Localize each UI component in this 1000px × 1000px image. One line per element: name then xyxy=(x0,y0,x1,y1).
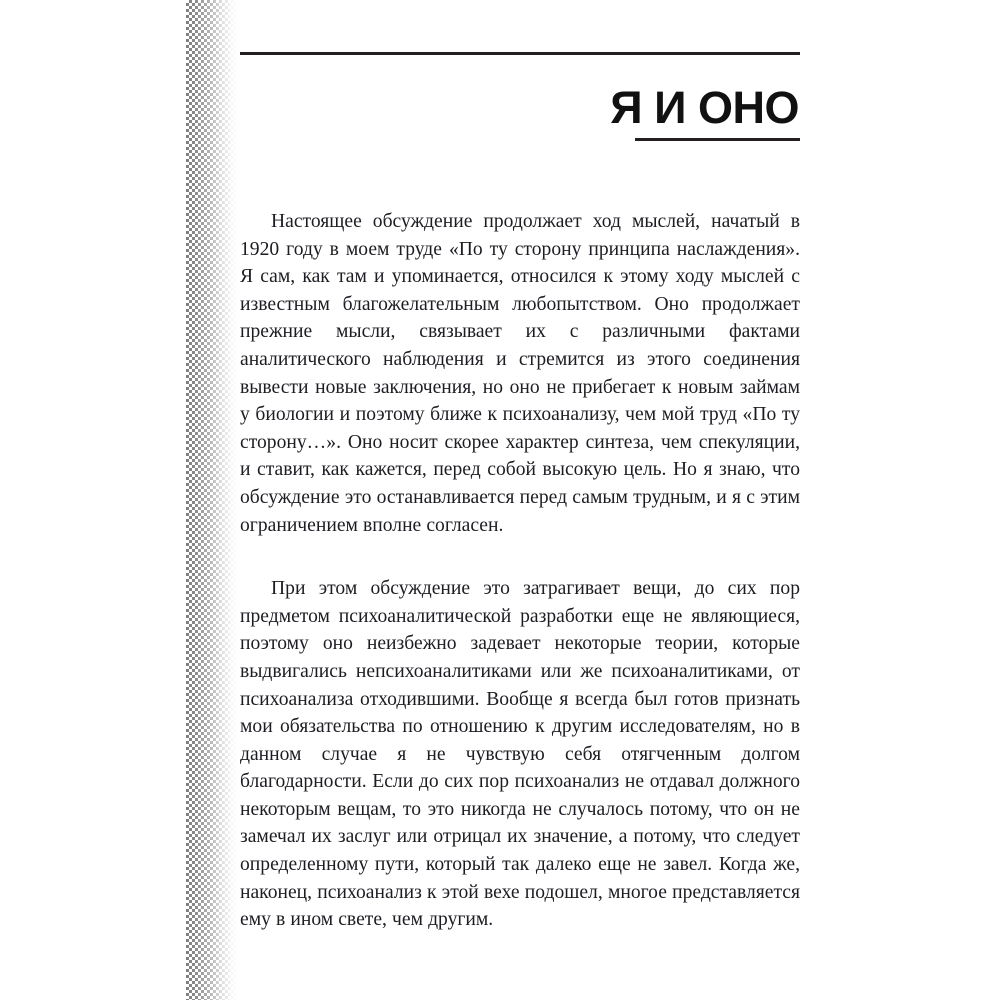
title-block xyxy=(240,52,800,141)
paragraph-1: Настоящее обсуждение продолжает ход мыслей, начатый в 1920 году в моем труде «По ту сторону принципа наслаждения». Я сам, как там и упоминается, относился к этому ходу мыслей с известным благожелательным любопытством. Оно продолжает прежние мысли, связывает их с различными фактами аналитического наблюдения и стремится из этого соединения вывести новые заключения, но оно не прибегает к новым займам у биологии и поэтому ближе к психоанализу, чем мой труд «По ту сторону…». Оно носит скорее характер синтеза, чем спекуляции, и ставит, как кажется, перед собой высокую цель. Но я знаю, что обсуждение это останавливается перед самым трудным, и я с этим ограничением вполне согласен. xyxy=(240,211,800,536)
page-left-margin xyxy=(150,0,188,1000)
page-content-column xyxy=(240,0,800,1000)
page-title: Я И ОНО xyxy=(610,82,799,133)
title-rule-top xyxy=(240,52,800,55)
body-text xyxy=(240,208,800,934)
paragraph-2: При этом обсуждение это затрагивает вещи, до сих пор предметом психоаналитической разработки еще не являющиеся, поэтому оно неизбежно задевает некоторые теории, которые выдвигались непсихоаналитиками или же психоаналитиками, от психоанализа отходившими. Вообще я всегда был готов признать мои обязательства по отношению к другим исследователям, но в данном случае я не чувствую себя отягченным долгом благодарности. Если до сих пор психоанализ не отдавал должного некоторым вещам, то это никогда не случалось потому, что он не замечал их заслуг или отрицал их значение, а потому, что следует определенному пути, который так далеко еще не завел. Когда же, наконец, психоанализ к этой вехе подошел, многое представляется ему в ином свете, чем другим. xyxy=(240,578,800,931)
title-rule-bottom xyxy=(635,138,800,141)
book-spine-halftone-texture xyxy=(186,0,238,1000)
